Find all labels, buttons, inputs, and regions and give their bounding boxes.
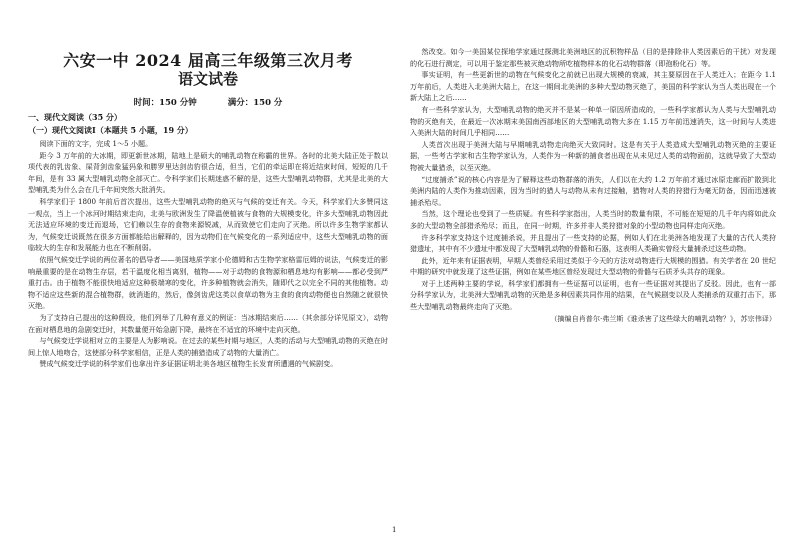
subsection-heading: （一）现代文阅读Ⅰ（本题共 5 小题，19 分） [28,125,193,135]
section-heading: 一、现代文阅读（35 分） [28,112,122,122]
right-paragraph: 对于上述两种主要的学说，科学家们都拥有一些证据可以证明，也有一些证据对其提出了反驳。因此，也有一部分科学家认为，北美洲大型哺乳动物的灭绝是多种因素共同作用的结果，在气候剧变以及人类捕杀的双重打击下，那些大型哺乳动物最终走向了灭绝。 [410,278,776,312]
right-column [410,46,776,324]
left-column [28,44,388,370]
left-paragraph: 为了支持自己提出的这种假设，他们列举了几种有意义的例证：当冰期结束后……（其余部分详见原文），动物在面对栖息地的急剧变迁时，其数量便开始急剧下降，最终在不适宜的环境中走向灭绝。 [28,312,388,334]
left-paragraph: 距今 3 万年前的大冰期，即更新世冰期，陆地上是硕大的哺乳动物在称霸的世界。各时的北美大陆正处于数以项代表的乳齿象、屎背剑齿象猛犸象和勝罗里达剑齿豹很合适，但当，它们的牵运即在将近结束时间，短短的几千年间，是有 33 属大型哺乳动物全部灭亡。令科学家们长期迷惑不解的是，这些大型哺乳动物群，尤其是北美的大型哺乳类为什么会在几千年间突然大批消失。 [28,150,388,195]
right-paragraph: 有一些科学家认为，大型哺乳动物的绝灭并不是某一种单一原因所造成的，一些科学家都认为人类与大型哺乳动物的灭绝有关，在最近一次冰期末美国南西部地区的大型哺乳动物大多在 1.15 万年前迅速消失，这一时间与人类进入美洲大陆的时间几乎相同…… [410,104,776,138]
exam-meta [28,96,388,108]
right-paragraph: 当然，这个理论也受到了一些质疑。有些科学家指出，人类当时的数量有限，不可能在短短的几千年内将如此众多的大型动物全部猎杀殆尽；而且，在同一时期，许多并非人类狩猎对象的小型动物也同样走向灭绝。 [410,209,776,230]
left-paragraph: 科学家们于 1800 年前后首次提出，这些大型哺乳动物的绝灭与气候的变迁有关。今天，科学家们大多赞同这一观点，当上一个冰河时期结束走向，北美与欧洲发生了降温使植被与食物的大规模变化，许多大型哺乳动物因此无法适应环境的变迁而退场，它们赖以生存的食物来源锐减，从而致使它们走向了灭绝。所以许多生物学家都认为，气候变迁说既然在很多方面都能给出解释的，因为动物们在气候变化的一系列适应中，这些大型哺乳动物的面临较大的生存和发展能力也在不断削弱。 [28,196,388,253]
right-paragraph: 此外，近年来有证据表明，早期人类曾经采用过类似于今天的方法对动物进行大规模的围猎。有关学者在 20 世纪中期的研究中就发现了这些证据，例如在某些地区曾经发现过大型动物的骨骼与石质矛头共存的现象。 [410,255,776,277]
exam-subtitle: 语文试卷 [177,70,238,88]
exam-title: 六安一中 2024 届高三年级第三次月考 [63,51,353,70]
right-paragraph: 然改变。如今一美国某位探地学家通过探测北美洲地区的沉积物样品（目的是排除非人类因素后的干扰）对发现的化石进行测定，可以用于鉴定那些被灭绝动物所吃植物样本的化石动物群落（即孢粉化石）等。 [410,47,776,68]
right-paragraph: 人类首次出现于美洲大陆与早期哺乳动物走向绝灭大致同时。这是有关于人类造成大型哺乳动物灭绝的主要证据，一些考古学家和古生物学家认为，人类作为一种新的捕食者出现在从未见过人类的动物面前，这就导致了大型动物被大量猎杀，以至灭绝。 [410,139,776,172]
right-paragraph: “过度捕杀”说的核心内容是为了解释这些动物群落的消失，人们以在大约 1.2 万年前才通过冰原走廊而扩散到北美洲内陆的人类作为推动因素，因为当时的猎人与动物从未有过接触，猎物对人类的狩猎行为毫无防备，因而迅速被捕杀殆尽。 [410,174,776,207]
right-paragraph: 事实证明，有一些更新世的动物在气候变化之前就已出现大规模的衰减，其主要原因在于人类迁入；在距今 1.1 万年前后，人类进入北美洲大陆上，在这一期间北美洲的多种大型动物灭绝了，美国的科学家认为当人类出现在一个新大陆上之后…… [410,70,776,103]
left-paragraph: 依照气候变迁学说的两位著名的倡导者——美国地质学家小伦德姆和古生物学家格雷厄姆的说法，气候变迁的影响最重要的是在动物生存层，若干温度化相当离别，植物——对于动物的食物源和栖息地均有影响——都必受到严重打击。由于植物不能很快地适应这种极端寒的变化，许多种植物就会消失，随即代之以完全不同的其他植物。动物不适应这些新的混合植物群，就消逝的，然后，像剑齿虎这类以食草动物为主食的食肉动物便也自然随之就很快灭绝。 [28,254,388,311]
source-citation: （摘编自肖普尔·弗兰斯《谁杀害了这些绿大的哺乳动物？》，苏宗伟译） [550,313,776,323]
instruction: 阅读下面的文字，完成 1～5 小题。 [39,139,153,148]
left-paragraph: 与气候变迁学说相对立的主要是人为影响说。在过去的某些时期与地区，人类的活动与大型哺乳动物的灭绝在时间上惊人地吻合，这使部分科学家相信，正是人类的捕猎造成了动物的大量消亡。 [28,336,388,357]
right-paragraph: 许多科学家支持这个过度捕杀说，并且提出了一些支持的论据，例如人们在北美洲各地发现了大量的古代人类狩猎遗址，其中有不少遗址中都发现了大型哺乳动物的骨骼和石器，这表明人类确实曾经大量捕杀过这些动物。 [410,232,776,254]
exam-time: 时间：150 分钟 [133,98,197,108]
page-number: 1 [392,526,397,534]
exam-score: 满分：150 分 [227,98,283,108]
left-paragraph: 赞成气候变迁学说的科学家们也拿出许多证据证明北美各地区植物生长发育所遭遇的气候剧变。 [39,359,338,369]
